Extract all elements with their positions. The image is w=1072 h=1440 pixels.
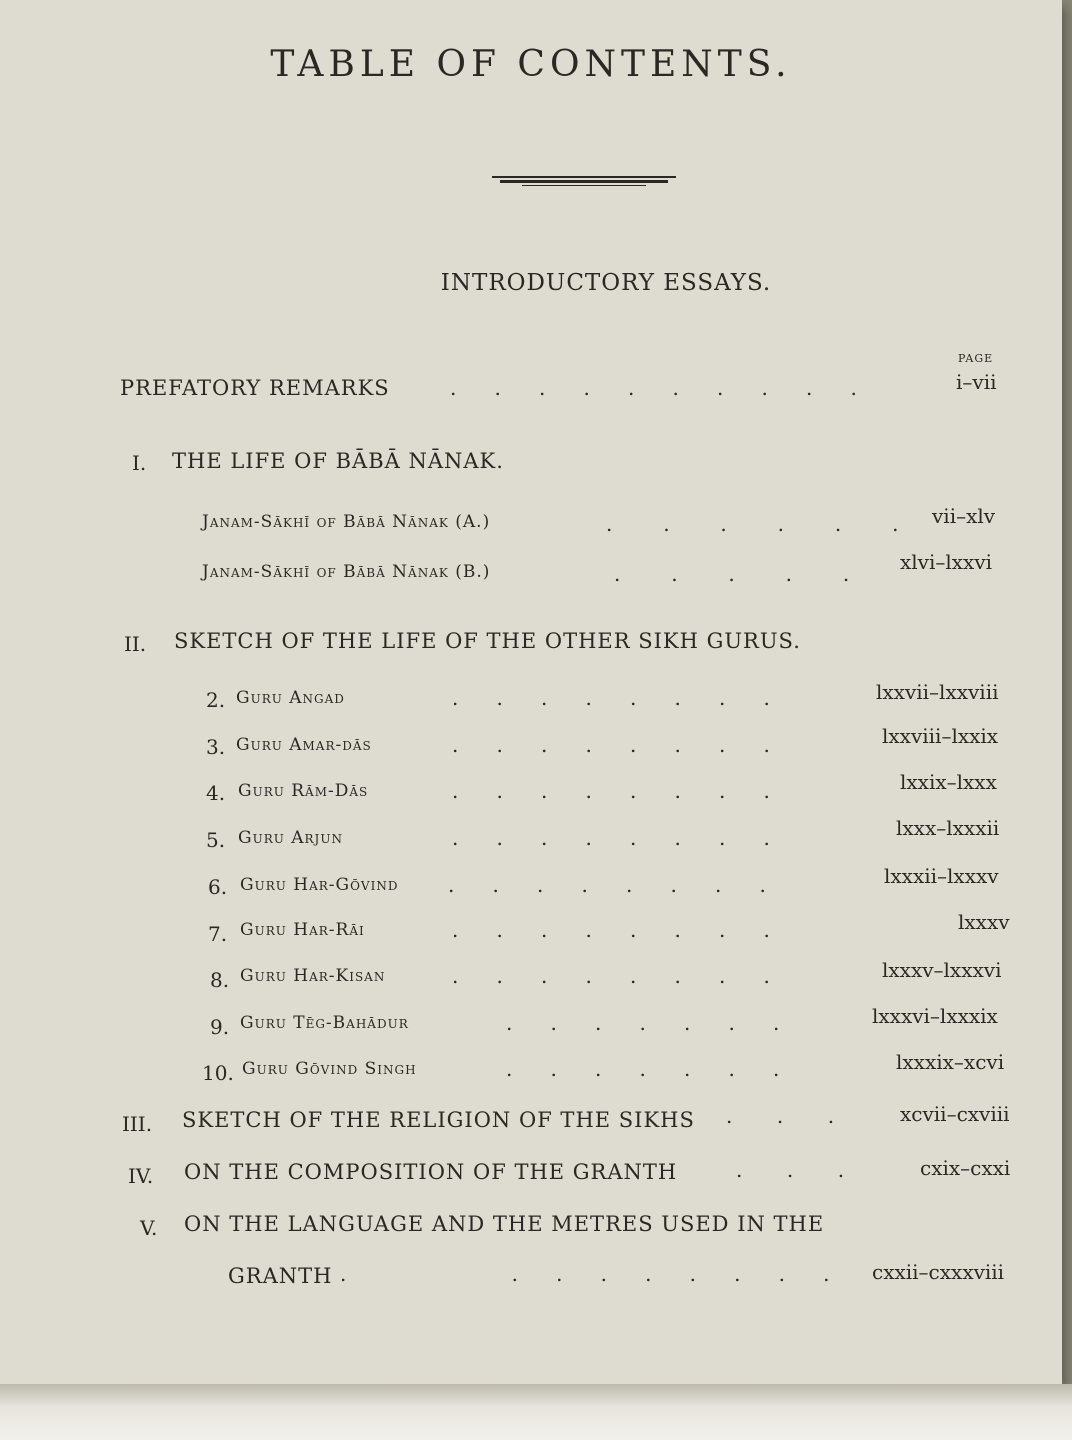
- leader-dots: . . .: [726, 1104, 835, 1128]
- leader-dots: . . . . . . . .: [448, 873, 766, 897]
- toc-page: lxxxv–lxxxvi: [882, 958, 1002, 982]
- toc-page: lxxviii–lxxix: [882, 724, 999, 748]
- toc-page: xlvi–lxxvi: [900, 550, 993, 574]
- toc-label: THE LIFE OF BĀBĀ NĀNAK.: [172, 449, 504, 473]
- toc-page: lxxvii–lxxviii: [876, 680, 999, 704]
- toc-number: 8.: [210, 968, 230, 992]
- toc-number: IV.: [128, 1164, 154, 1188]
- leader-dots: . . . . . . . . . .: [450, 376, 857, 400]
- toc-number: 3.: [206, 735, 226, 759]
- toc-page: xcvii–cxviii: [900, 1102, 1010, 1126]
- leader-dots: . . . . . . .: [506, 1011, 780, 1035]
- leader-dots: . . . . . . . .: [452, 918, 770, 942]
- toc-page: lxxxvi–lxxxix: [872, 1004, 998, 1028]
- leader-dots: . . . . . .: [606, 512, 899, 536]
- toc-page: lxxxix–xcvi: [896, 1050, 1005, 1074]
- leader-dots: . . . . .: [614, 562, 850, 586]
- leader-dots: . . . . . . . .: [452, 733, 770, 757]
- page-title: TABLE OF CONTENTS.: [270, 44, 792, 85]
- toc-label: Janam-Sākhī of Bābā Nānak (A.): [202, 512, 491, 532]
- toc-label-continued: GRANTH: [228, 1264, 333, 1288]
- toc-label: Guru Angad: [236, 688, 345, 708]
- toc-number: I.: [132, 451, 147, 475]
- section-heading: INTRODUCTORY ESSAYS.: [440, 270, 772, 296]
- toc-label: PREFATORY REMARKS: [120, 376, 390, 400]
- toc-label: Janam-Sākhī of Bābā Nānak (B.): [202, 562, 491, 582]
- toc-number: 7.: [208, 922, 228, 946]
- leader-dots: . . . . . . . .: [452, 686, 770, 710]
- toc-label: Guru Har-Rāi: [240, 920, 365, 940]
- toc-label: SKETCH OF THE LIFE OF THE OTHER SIKH GURUS.: [174, 629, 801, 653]
- toc-number: 6.: [208, 875, 228, 899]
- toc-number: III.: [122, 1112, 153, 1136]
- toc-label: Guru Tēg-Bahādur: [240, 1013, 409, 1033]
- toc-number: 2.: [206, 688, 226, 712]
- toc-label: Guru Har-Kisan: [240, 966, 386, 986]
- toc-label: Guru Har-Gōvind: [240, 875, 399, 895]
- toc-label: Guru Gōvind Singh: [242, 1059, 417, 1079]
- title-ornament-rule: [492, 176, 676, 186]
- toc-label: ON THE COMPOSITION OF THE GRANTH: [184, 1160, 678, 1184]
- toc-label: Guru Rām-Dās: [238, 781, 369, 801]
- toc-number: 5.: [206, 828, 226, 852]
- leader-dots: . . . . . . . .: [452, 779, 770, 803]
- toc-label: ON THE LANGUAGE AND THE METRES USED IN THE: [184, 1212, 825, 1236]
- toc-label: SKETCH OF THE RELIGION OF THE SIKHS: [182, 1108, 695, 1132]
- toc-page: cxix–cxxi: [920, 1156, 1011, 1180]
- page-column-header: PAGE: [958, 352, 994, 365]
- leader-dots: . . .: [736, 1158, 845, 1182]
- toc-number: 9.: [210, 1015, 230, 1039]
- toc-page: i–vii: [956, 370, 997, 394]
- toc-number: II.: [124, 632, 147, 656]
- leader-dots: . . . . . . . .: [452, 964, 770, 988]
- leader-dots: . . . . . . .: [506, 1057, 780, 1081]
- toc-number: V.: [140, 1216, 158, 1240]
- toc-page: lxxxv: [958, 910, 1010, 934]
- toc-page: cxxii–cxxxviii: [872, 1260, 1005, 1284]
- toc-page: lxxxii–lxxxv: [884, 864, 999, 888]
- toc-label: Guru Arjun: [238, 828, 343, 848]
- page-edge: [0, 1384, 1072, 1440]
- toc-page: vii–xlv: [932, 504, 996, 528]
- toc-number: 4.: [206, 781, 226, 805]
- leader-dots: . . . . . . . . .: [340, 1262, 830, 1286]
- leader-dots: . . . . . . . .: [452, 826, 770, 850]
- toc-number: 10.: [202, 1061, 234, 1085]
- toc-page: lxxix–lxxx: [900, 770, 997, 794]
- toc-page: lxxx–lxxxii: [896, 816, 1000, 840]
- toc-label: Guru Amar-dās: [236, 735, 372, 755]
